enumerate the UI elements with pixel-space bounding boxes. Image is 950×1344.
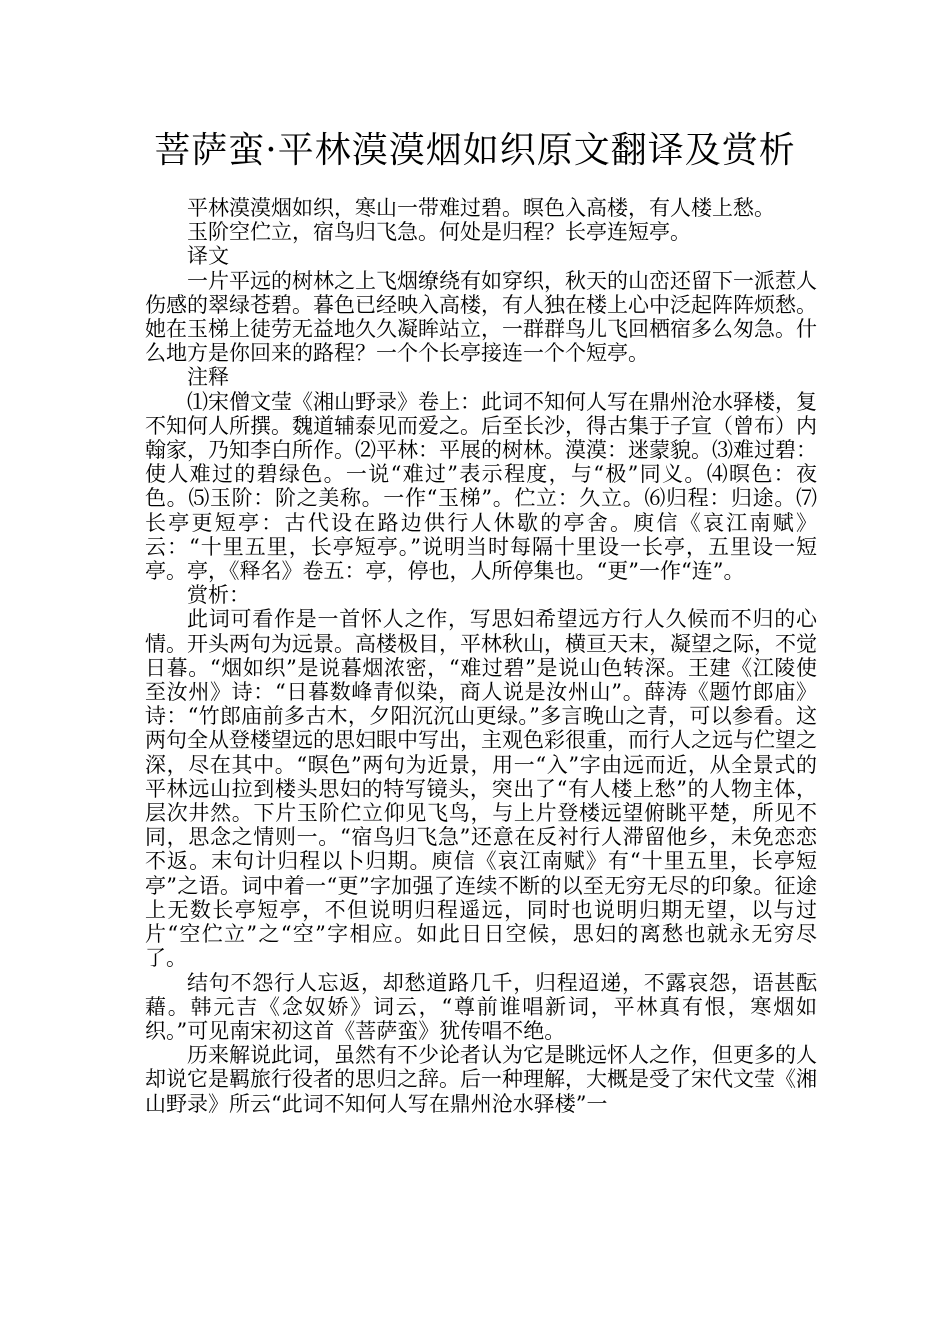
- notes-paragraph: ⑴宋僧文莹《湘山野录》卷上：此词不知何人写在鼎州沧水驿楼，复不知何人所撰。魏道辅泰见而爱之。后至长沙，得古集于子宣（曾布）内翰家，乃知李白所作。⑵平林：平展的树林。漠漠：迷蒙貌。⑶难过碧：使人难过的碧绿色。一说“难过”表示程度，与“极”同义。⑷暝色：夜色。⑸玉阶：阶之美称。一作“玉梯”。伫立：久立。⑹归程：归途。⑺长亭更短亭：古代设在路边供行人休歇的亭舍。庾信《哀江南赋》云：“十里五里，长亭短亭。”说明当时每隔十里设一长亭，五里设一短亭。亭，《释名》卷五：亭，停也，人所停集也。“更”一作“连”。: [145, 389, 817, 584]
- poem-line-1: 平林漠漠烟如织，寒山一带难过碧。暝色入高楼，有人楼上愁。: [187, 196, 775, 220]
- translation-paragraph: 一片平远的树林之上飞烟缭绕有如穿织，秋天的山峦还留下一派惹人伤感的翠绿苍碧。暮色已经映入高楼，有人独在楼上心中泛起阵阵烦愁。她在玉梯上徒劳无益地久久凝眸站立，一群群鸟儿飞回栖宿多么匆急。什么地方是你回来的路程？一个个长亭接连一个个短亭。: [145, 268, 817, 366]
- document-body: [145, 196, 817, 1116]
- poem-line-2: 玉阶空伫立，宿鸟归飞急。何处是归程？长亭连短亭。: [187, 220, 691, 245]
- section-heading-appreciation: 赏析：: [187, 583, 250, 608]
- section-heading-notes: 注释: [187, 365, 229, 390]
- appreciation-paragraph-2: 结句不怨行人忘返，却愁道路几千，归程迢递，不露哀怨，语甚酝藉。韩元吉《念奴娇》词云，“尊前谁唱新词，平林真有恨，寒烟如织。”可见南宋初这首《菩萨蛮》犹传唱不绝。: [145, 970, 817, 1043]
- appreciation-paragraph-1: 此词可看作是一首怀人之作，写思妇希望远方行人久候而不归的心情。开头两句为远景。高楼极目，平林秋山，横亘天末，凝望之际，不觉日暮。“烟如织”是说暮烟浓密，“难过碧”是说山色转深。王建《江陵使至汝州》诗：“日暮数峰青似染，商人说是汝州山”。薛涛《题竹郎庙》诗：“竹郎庙前多古木，夕阳沉沉山更绿。”多言晚山之青，可以参看。这两句全从登楼望远的思妇眼中写出，主观色彩很重，而行人之远与伫望之深，尽在其中。“暝色”两句为近景，用一“入”字由远而近，从全景式的平林远山拉到楼头思妇的特写镜头，突出了“有人楼上愁”的人物主体，层次井然。下片玉阶伫立仰见飞鸟，与上片登楼远望俯眺平楚，所见不同，思念之情则一。“宿鸟归飞急”还意在反衬行人滞留他乡，未免恋恋不返。末句计归程以卜归期。庾信《哀江南赋》有“十里五里，长亭短亭”之语。词中着一“更”字加强了连续不断的以至无穷无尽的印象。征途上无数长亭短亭，不但说明归程遥远，同时也说明归期无望，以与过片“空伫立”之“空”字相应。如此日日空候，思妇的离愁也就永无穷尽了。: [145, 607, 817, 971]
- appreciation-paragraph-3: 历来解说此词，虽然有不少论者认为它是眺远怀人之作，但更多的人却说它是羁旅行役者的思归之辞。后一种理解，大概是受了宋代文莹《湘山野录》所云“此词不知何人写在鼎州沧水驿楼”一: [145, 1043, 817, 1116]
- document-title: 菩萨蛮·平林漠漠烟如织原文翻译及赏析: [154, 130, 796, 171]
- section-heading-translation: 译文: [187, 244, 229, 269]
